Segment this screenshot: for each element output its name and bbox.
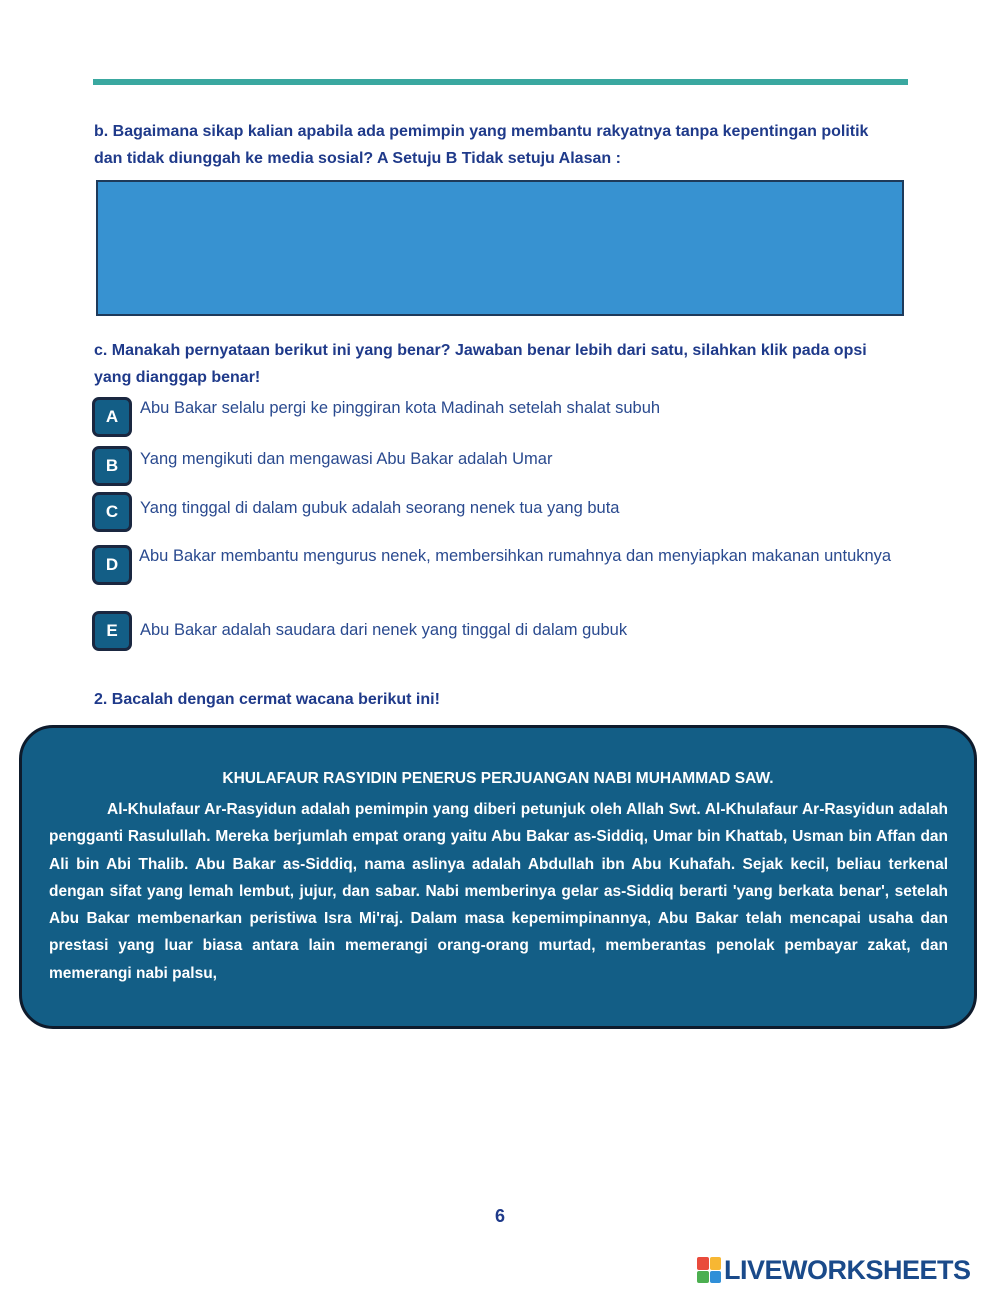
top-divider <box>93 79 908 85</box>
reading-title: KHULAFAUR RASYIDIN PENERUS PERJUANGAN NABI MUHAMMAD SAW. <box>222 770 774 787</box>
page-number: 6 <box>494 1206 505 1226</box>
option-b-button[interactable]: B <box>92 446 132 486</box>
option-c[interactable] <box>92 492 922 538</box>
question-b-text: b. Bagaimana sikap kalian apabila ada pemimpin yang membantu rakyatnya tanpa kepentingan politik dan tidak diunggah ke media sosial? A Setuju B Tidak setuju Alasan : <box>94 123 869 167</box>
option-e[interactable] <box>92 611 922 657</box>
option-d[interactable] <box>92 545 922 591</box>
option-a[interactable] <box>92 397 922 443</box>
option-a-button[interactable]: A <box>92 397 132 437</box>
reading-passage-panel <box>19 725 977 1029</box>
liveworksheets-logo-icon <box>697 1257 721 1283</box>
option-b[interactable] <box>92 446 922 492</box>
liveworksheets-brand <box>697 1252 971 1288</box>
option-e-button[interactable]: E <box>92 611 132 651</box>
brand-name: LIVEWORKSHEETS <box>724 1254 971 1285</box>
option-d-button[interactable]: D <box>92 545 132 585</box>
option-c-button[interactable]: C <box>92 492 132 532</box>
option-e-text: Abu Bakar adalah saudara dari nenek yang tinggal di dalam gubuk <box>140 621 628 639</box>
option-b-text: Yang mengikuti dan mengawasi Abu Bakar adalah Umar <box>140 450 553 468</box>
option-d-text: Abu Bakar membantu mengurus nenek, membersihkan rumahnya dan menyiapkan makanan untuknya <box>139 547 892 565</box>
option-c-text: Yang tinggal di dalam gubuk adalah seorang nenek tua yang buta <box>140 499 620 517</box>
reading-body: Al-Khulafaur Ar-Rasyidun adalah pemimpin yang diberi petunjuk oleh Allah Swt. Al-Khulafaur Ar-Rasyidun adalah pengganti Rasulullah. Mereka berjumlah empat orang yaitu Abu Bakar as-Siddiq, Umar bin Khattab, Usman bin Affan dan Ali bin Abi Thalib. Abu Bakar as-Siddiq, nama aslinya adalah Abdullah ibn Abu Kuhafah. Sejak kecil, beliau terkenal dengan sifat yang lemah lembut, jujur, dan sabar. Nabi memberinya gelar as-Siddiq berarti 'yang berkata benar', setelah Abu Bakar membenarkan peristiwa Isra Mi'raj. Dalam masa kepemimpinannya, Abu Bakar telah mencapai usaha dan prestasi yang luar biasa antara lain memerangi orang-orang murtad, memberantas penolak pembayar zakat, dan memerangi nabi palsu, <box>49 801 948 982</box>
question-c-text: c. Manakah pernyataan berikut ini yang benar? Jawaban benar lebih dari satu, silahkan klik pada opsi yang dianggap benar! <box>94 342 867 386</box>
option-a-text: Abu Bakar selalu pergi ke pinggiran kota Madinah setelah shalat subuh <box>140 399 661 417</box>
question-b-answer-field[interactable] <box>96 180 904 316</box>
question-2-text: 2. Bacalah dengan cermat wacana berikut ini! <box>94 691 440 708</box>
